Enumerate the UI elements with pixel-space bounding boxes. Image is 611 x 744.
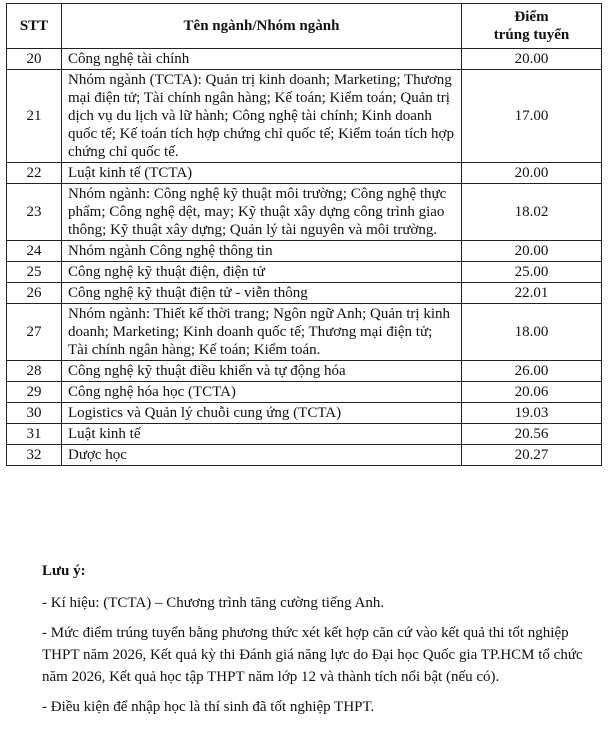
notes-section (42, 560, 590, 726)
table-row (7, 163, 602, 184)
row-score: 20.00 (462, 163, 602, 184)
row-score: 25.00 (462, 262, 602, 283)
row-major-name: Nhóm ngành: Thiết kế thời trang; Ngôn ngữ Anh; Quản trị kinh doanh; Marketing; Kinh doanh quốc tế; Thương mại điện tử; Tài chính ngân hàng; Kế toán; Kiểm toán. (62, 304, 462, 361)
row-major-name: Công nghệ kỹ thuật điện tử - viễn thông (62, 283, 462, 304)
row-score: 20.56 (462, 424, 602, 445)
row-score: 19.03 (462, 403, 602, 424)
table-row (7, 403, 602, 424)
row-major-name: Nhóm ngành: Công nghệ kỹ thuật môi trường; Công nghệ thực phẩm; Công nghệ dệt, may; Kỹ thuật xây dựng công trình giao thông; Kỹ thuật xây dựng; Quản lý tài nguyên và môi trường. (62, 184, 462, 241)
row-stt: 20 (7, 49, 62, 70)
row-major-name: Công nghệ tài chính (62, 49, 462, 70)
row-score: 18.00 (462, 304, 602, 361)
note-item: - Mức điểm trúng tuyển bằng phương thức xét kết hợp căn cứ vào kết quả thi tốt nghiệp THPT năm 2026, Kết quả kỳ thi Đánh giá năng lực do Đại học Quốc gia TP.HCM tổ chức năm 2026, Kết quả học tập THPT năm lớp 12 và thành tích nổi bật (nếu có). (42, 625, 583, 685)
row-score: 26.00 (462, 361, 602, 382)
row-stt: 23 (7, 184, 62, 241)
row-score: 20.06 (462, 382, 602, 403)
row-major-name: Nhóm ngành (TCTA): Quản trị kinh doanh; Marketing; Thương mại điện tử; Tài chính ngân hàng; Kế toán; Kiểm toán; Quản trị dịch vụ du lịch và lữ hành; Công nghệ tài chính; Kinh doanh quốc tế; Kế toán tích hợp chứng chỉ quốc tế; Kiểm toán tích hợp chứng chỉ quốc tế. (62, 70, 462, 163)
row-score: 20.00 (462, 241, 602, 262)
row-major-name: Luật kinh tế (62, 424, 462, 445)
table-header (7, 4, 602, 49)
row-score: 18.02 (462, 184, 602, 241)
row-stt: 28 (7, 361, 62, 382)
row-stt: 32 (7, 445, 62, 466)
table-row (7, 445, 602, 466)
table-row (7, 304, 602, 361)
header-score (462, 4, 602, 49)
row-stt: 21 (7, 70, 62, 163)
row-major-name: Công nghệ kỹ thuật điện, điện tử (62, 262, 462, 283)
row-major-name: Dược học (62, 445, 462, 466)
table-row (7, 382, 602, 403)
table-row (7, 70, 602, 163)
row-stt: 30 (7, 403, 62, 424)
row-stt: 31 (7, 424, 62, 445)
header-major-name: Tên ngành/Nhóm ngành (62, 4, 462, 49)
table-body (7, 49, 602, 466)
table-row (7, 424, 602, 445)
note-item: - Kí hiệu: (TCTA) – Chương trình tăng cường tiếng Anh. (42, 595, 385, 611)
table-row (7, 49, 602, 70)
row-score: 20.27 (462, 445, 602, 466)
table-row (7, 262, 602, 283)
table-row (7, 241, 602, 262)
header-score-line2: trúng tuyển (493, 27, 570, 43)
row-major-name: Logistics và Quản lý chuỗi cung ứng (TCTA) (62, 403, 462, 424)
row-stt: 24 (7, 241, 62, 262)
row-stt: 25 (7, 262, 62, 283)
row-major-name: Luật kinh tế (TCTA) (62, 163, 462, 184)
row-stt: 26 (7, 283, 62, 304)
admission-score-table (6, 3, 602, 466)
row-score: 22.01 (462, 283, 602, 304)
header-stt: STT (7, 4, 62, 49)
row-stt: 27 (7, 304, 62, 361)
row-stt: 29 (7, 382, 62, 403)
table-row (7, 283, 602, 304)
table-row (7, 361, 602, 382)
table-row (7, 184, 602, 241)
header-score-line1: Điểm (514, 9, 549, 25)
row-major-name: Công nghệ kỹ thuật điều khiển và tự động hóa (62, 361, 462, 382)
note-item: - Điều kiện để nhập học là thí sinh đã tốt nghiệp THPT. (42, 699, 375, 715)
row-score: 20.00 (462, 49, 602, 70)
row-major-name: Công nghệ hóa học (TCTA) (62, 382, 462, 403)
notes-heading: Lưu ý: (42, 563, 86, 579)
row-major-name: Nhóm ngành Công nghệ thông tin (62, 241, 462, 262)
row-score: 17.00 (462, 70, 602, 163)
row-stt: 22 (7, 163, 62, 184)
